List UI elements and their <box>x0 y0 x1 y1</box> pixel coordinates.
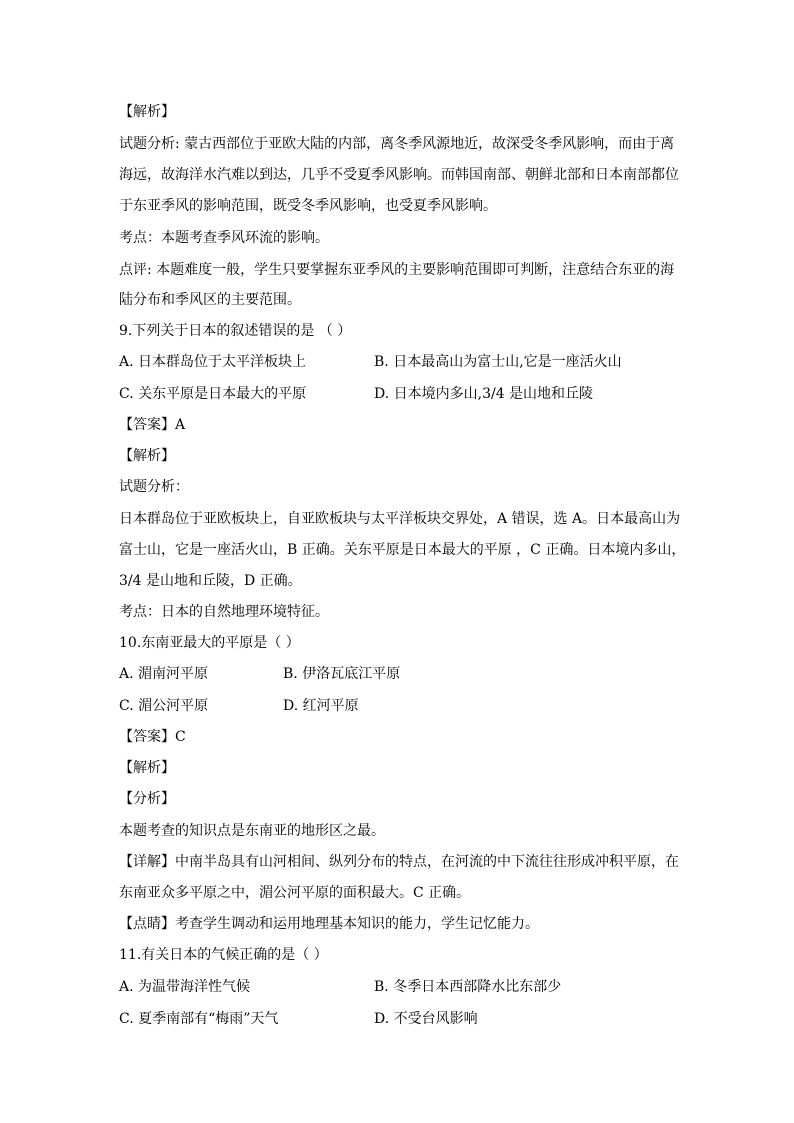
question-11: 11.有关日本的气候正确的是（ ） <box>119 947 328 963</box>
q9-option-b: B. 日本最高山为富士山,它是一座活火山 <box>374 354 622 370</box>
analysis-subheading: 【分析】 <box>119 791 175 807</box>
analysis-text-line: 本题考查的知识点是东南亚的地形区之最。 <box>119 823 385 839</box>
q11-option-d: D. 不受台风影响 <box>374 1011 478 1027</box>
answer-line: 【答案】A <box>119 417 186 433</box>
q9-option-d: D. 日本境内多山,3/4 是山地和丘陵 <box>374 386 594 402</box>
exam-point-line: 考点：日本的自然地理环境特征。 <box>119 604 329 620</box>
analysis-text-line: 试题分析: 蒙古西部位于亚欧大陆的内部，离冬季风源地近，故深受冬季风影响，而由于离 <box>119 136 675 152</box>
detail-line: 东南亚众多平原之中，湄公河平原的面积最大。C 正确。 <box>119 885 471 901</box>
comment-line: 陆分布和季风区的主要范围。 <box>119 292 301 308</box>
analysis-text-line: 富士山，它是一座活火山，B 正确。关东平原是日本最大的平原 ，C 正确。日本境内多山， <box>119 542 686 558</box>
analysis-text-line: 日本群岛位于亚欧板块上，自亚欧板块与太平洋板块交界处，A 错误，选 A。日本最高山为 <box>119 511 681 527</box>
q11-option-c: C. 夏季南部有“梅雨”天气 <box>119 1011 279 1027</box>
question-10: 10.东南亚最大的平原是（ ） <box>119 635 300 651</box>
analysis-text-line: 3/4 是山地和丘陵，D 正确。 <box>119 573 302 589</box>
q11-option-a: A. 为温带海洋性气候 <box>119 979 251 995</box>
q9-option-a: A. 日本群岛位于太平洋板块上 <box>119 354 307 370</box>
q10-option-d: D. 红河平原 <box>283 698 359 714</box>
detail-line: 【详解】中南半岛具有山河相间、纵列分布的特点，在河流的中下流往往形成冲积平原，在 <box>119 854 679 870</box>
q10-option-a: A. 湄南河平原 <box>119 666 209 682</box>
question-9: 9.下列关于日本的叙述错误的是 （ ） <box>119 323 352 339</box>
analysis-text-line: 于东亚季风的影响范围，既受冬季风影响，也受夏季风影响。 <box>119 198 497 214</box>
analysis-subheading: 试题分析： <box>119 479 189 495</box>
exam-point-line: 考点：本题考查季风环流的影响。 <box>119 230 329 246</box>
analysis-heading: 【解析】 <box>119 760 175 776</box>
q10-option-b: B. 伊洛瓦底江平原 <box>283 666 401 682</box>
key-point-line: 【点睛】考查学生调动和运用地理基本知识的能力，学生记忆能力。 <box>119 916 539 932</box>
analysis-text-line: 海远，故海洋水汽难以到达，几乎不受夏季风影响。而韩国南部、朝鲜北部和日本南部都位 <box>119 167 679 183</box>
analysis-heading: 【解析】 <box>119 104 175 120</box>
q9-option-c: C. 关东平原是日本最大的平原 <box>119 386 307 402</box>
comment-line: 点评: 本题难度一般，学生只要掌握东亚季风的主要影响范围即可判断，注意结合东亚的海 <box>119 262 675 278</box>
q11-option-b: B. 冬季日本西部降水比东部少 <box>374 979 562 995</box>
answer-line: 【答案】C <box>119 729 186 745</box>
q10-option-c: C. 湄公河平原 <box>119 698 209 714</box>
analysis-heading: 【解析】 <box>119 448 175 464</box>
